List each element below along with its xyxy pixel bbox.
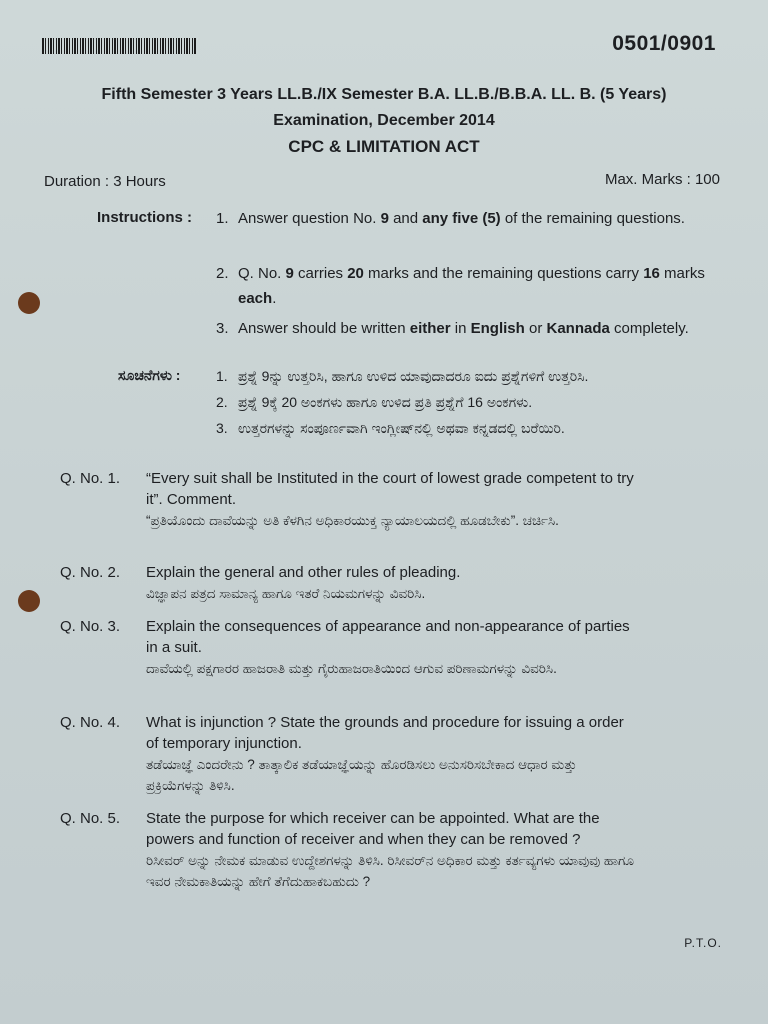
instruction-text: Answer should be written either in English or Kannada completely. (238, 320, 689, 337)
pto-label: P.T.O. (684, 936, 722, 950)
subject-title: CPC & LIMITATION ACT (288, 137, 480, 156)
paper-code: 0501/0901 (612, 32, 716, 55)
question-text-kannada: ವಿಜ್ಞಾಪನ ಪತ್ರದ ಸಾಮಾನ್ಯ ಹಾಗೂ ಇತರೆ ನಿಯಮಗಳನ್ನು ವಿವರಿಸಿ. (146, 586, 426, 601)
duration: Duration : 3 Hours (44, 173, 166, 190)
instruction-number: 2. (216, 265, 229, 282)
question-text-english: “Every suit shall be Instituted in the court of lowest grade competent to try it”. Comment. (146, 470, 634, 508)
instruction-text: Q. No. 9 carries 20 marks and the remaining questions carry 16 marks each. (238, 265, 705, 307)
question-number: Q. No. 4. (60, 714, 121, 731)
question-text-english: State the purpose for which receiver can be appointed. What are the powers and function of receiver and when they can be removed ? (146, 810, 600, 848)
question-number: Q. No. 2. (60, 564, 121, 581)
question-number: Q. No. 3. (60, 618, 121, 635)
question-text-kannada: ದಾವೆಯಲ್ಲಿ ಪಕ್ಷಗಾರರ ಹಾಜರಾತಿ ಮತ್ತು ಗೈರುಹಾಜರಾತಿಯಿಂದ ಆಗುವ ಪರಿಣಾಮಗಳನ್ನು ವಿವರಿಸಿ. (146, 661, 557, 676)
punch-hole (18, 590, 40, 612)
kannada-instructions-label: ಸೂಚನೆಗಳು : (118, 367, 181, 383)
question-number: Q. No. 1. (60, 470, 121, 487)
question-text-kannada: ತಡೆಯಾಜ್ಞೆ ಎಂದರೇನು ? ತಾತ್ಕಾಲಿಕ ತಡೆಯಾಜ್ಞೆಯನ್ನು ಹೊರಡಿಸಲು ಅನುಸರಿಸಬೇಕಾದ ಆಧಾರ ಮತ್ತು ಪ್ರಕ್ರಿಯೆಗಳನ್ನು ತಿಳಿಸಿ. (146, 757, 577, 793)
question-text-kannada: “ಪ್ರತಿಯೊಂದು ದಾವೆಯನ್ನು ಅತಿ ಕೆಳಗಿನ ಅಧಿಕಾರಯುಕ್ತ ನ್ಯಾಯಾಲಯದಲ್ಲಿ ಹೂಡಬೇಕು”. ಚರ್ಚಿಸಿ. (146, 513, 559, 528)
instruction-number: 1. (216, 210, 229, 227)
question-text-english: What is injunction ? State the grounds and procedure for issuing a order of temporary injunction. (146, 714, 624, 752)
max-marks: Max. Marks : 100 (604, 171, 720, 188)
question-text-english: Explain the consequences of appearance and non-appearance of parties in a suit. (146, 618, 630, 656)
instructions-label: Instructions : (97, 209, 193, 226)
exam-title-line-2: Examination, December 2014 (273, 112, 495, 129)
exam-title-line-1: Fifth Semester 3 Years LL.B./IX Semester B.A. LL.B./B.B.A. LL. B. (5 Years) (101, 86, 667, 103)
barcode (42, 38, 196, 54)
question-text-kannada: ರಿಸೀವರ್ ಅನ್ನು ನೇಮಕ ಮಾಡುವ ಉದ್ದೇಶಗಳನ್ನು ತಿಳಿಸಿ. ರಿಸೀವರ್‌ನ ಅಧಿಕಾರ ಮತ್ತು ಕರ್ತವ್ಯಗಳು ಯಾವುವು ಹಾಗೂ ಇವರ ನೇಮಕಾತಿಯನ್ನು ಹೇಗೆ ತೆಗೆದುಹಾಕಬಹುದು ? (146, 853, 634, 889)
instruction-text: Answer question No. 9 and any five (5) of the remaining questions. (238, 210, 685, 227)
exam-paper-page: 0501/0901 Fifth Semester 3 Years LL.B./IX Semester B.A. LL.B./B.B.A. LL. B. (5 Years) Examination, December 2014 CPC & LIMITATION ACT Duration : 3 Hours Max. Marks : 100 Instructions : 1. Answer question No. 9 and any five (5) of the remaining questions. 2. Q. No. 9 carries 20 marks and the remaining questions carry 16 marks each. 3. Answer should be written either in English or Kannada completely. ಸೂಚನೆಗಳು : 1. ಪ್ರಶ್ನೆ 9ನ್ನು ಉತ್ತರಿಸಿ, ಹಾಗೂ ಉಳಿದ ಯಾವುದಾದರೂ ಐದು ಪ್ರಶ್ನೆಗಳಿಗೆ ಉತ್ತರಿಸಿ. 2. ಪ್ರಶ್ನೆ 9ಕ್ಕೆ 20 ಅಂಕಗಳು ಹಾಗೂ ಉಳಿದ ಪ್ರತಿ ಪ್ರಶ್ನೆಗೆ 16 ಅಂಕಗಳು. 3. ಉತ್ತರಗಳನ್ನು ಸಂಪೂರ್ಣವಾಗಿ ಇಂಗ್ಲೀಷ್‌ನಲ್ಲಿ ಅಥವಾ ಕನ್ನಡದಲ್ಲಿ ಬರೆಯಿರಿ. Q. No. 1. “Every suit shall be Instituted in the court of lowest grade competent to try it”. Comment. “ಪ್ರತಿಯೊಂದು ದಾವೆಯನ್ನು ಅತಿ ಕೆಳಗಿನ ಅಧಿಕಾರಯುಕ್ತ ನ್ಯಾಯಾಲಯದಲ್ಲಿ ಹೂಡಬೇಕು”. ಚರ್ಚಿಸಿ. Q. No. 2. Explain the general and other rules of pleading. ವಿಜ್ಞಾಪನ ಪತ್ರದ ಸಾಮಾನ್ಯ ಹಾಗೂ ಇತರೆ ನಿಯಮಗಳನ್ನು ವಿವರಿಸಿ. Q. No. 3. Explain the consequences of appearance and non-appearance of parties in a suit. ದಾವೆಯಲ್ಲಿ ಪಕ್ಷಗಾರರ ಹಾಜರಾತಿ ಮತ್ತು ಗೈರುಹಾಜರಾತಿಯಿಂದ ಆಗುವ ಪರಿಣಾಮಗಳನ್ನು ವಿವರಿಸಿ. Q. No. 4. What is injunction ? State the grounds and procedure for issuing a order of temporary injunction. ತಡೆಯಾಜ್ಞೆ ಎಂದರೇನು ? ತಾತ್ಕಾಲಿಕ ತಡೆಯಾಜ್ಞೆಯನ್ನು ಹೊರಡಿಸಲು ಅನುಸರಿಸಬೇಕಾದ ಆಧಾರ ಮತ್ತು ಪ್ರಕ್ರಿಯೆಗಳನ್ನು ತಿಳಿಸಿ. Q. No. 5. State the purpose for which receiver can be appointed. What are the powers and function of receiver and when they can be removed ? ರಿಸೀವರ್ ಅನ್ನು ನೇಮಕ ಮಾಡುವ ಉದ್ದೇಶಗಳನ್ನು ತಿಳಿಸಿ. ರಿಸೀವರ್‌ನ ಅಧಿಕಾರ ಮತ್ತು ಕರ್ತವ್ಯಗಳು ಯಾವುವು ಹಾಗೂ ಇವರ ನೇಮಕಾತಿಯನ್ನು ಹೇಗೆ ತೆಗೆದುಹಾಕಬಹುದು ? P.T.O. (0, 0, 768, 1024)
instruction-number: 3. (216, 320, 229, 337)
question-text-english: Explain the general and other rules of pleading. (146, 564, 461, 581)
question-number: Q. No. 5. (60, 810, 121, 827)
punch-hole (18, 292, 40, 314)
